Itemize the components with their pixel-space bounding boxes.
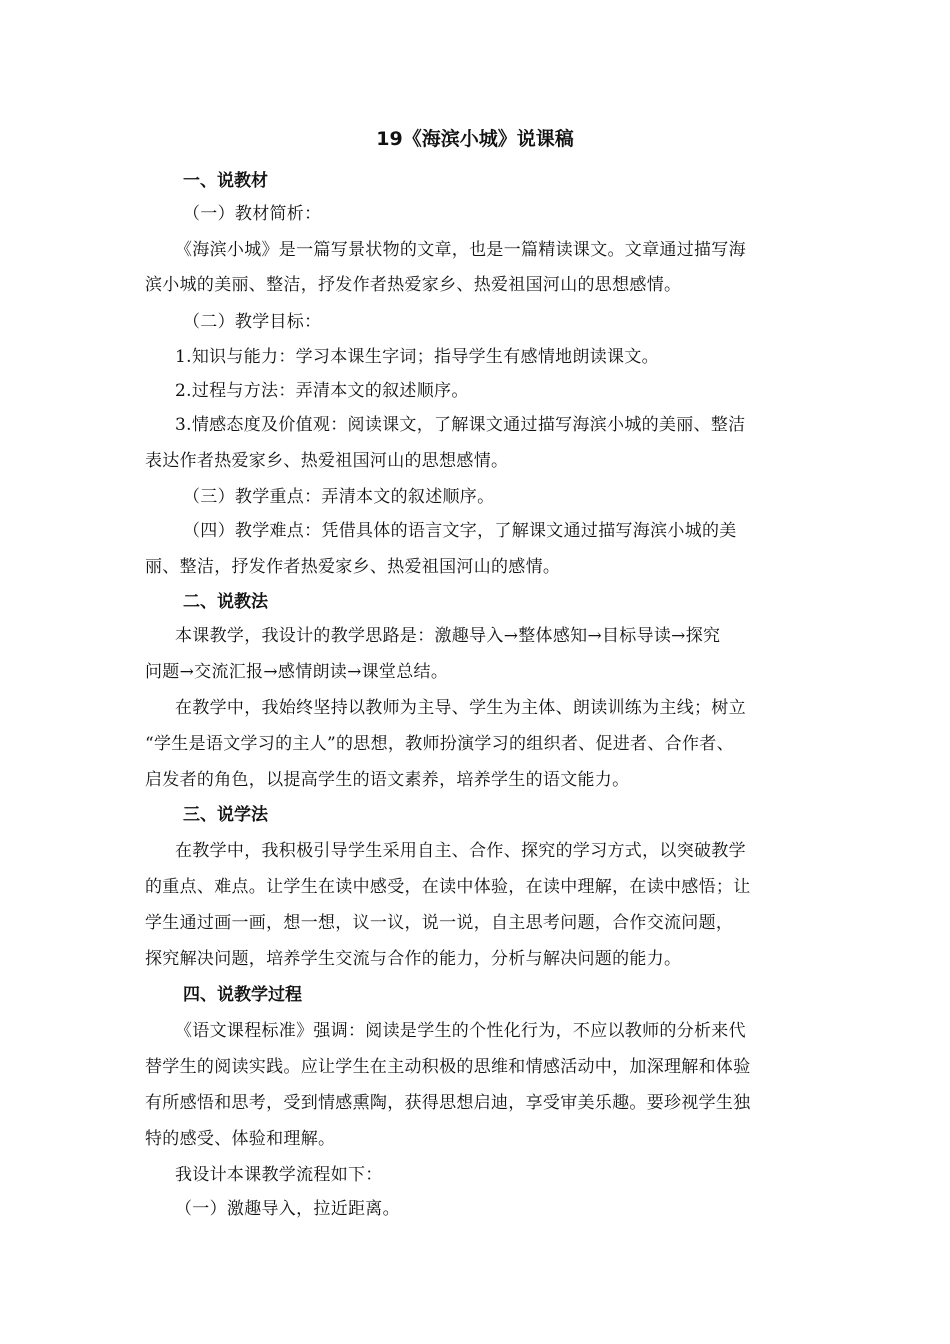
- paragraph-line: 在教学中，我积极引导学生采用自主、合作、探究的学习方式，以突破教学: [175, 841, 746, 861]
- paragraph-line: 本课教学，我设计的教学思路是：激趣导入→整体感知→目标导读→探究: [175, 626, 721, 646]
- subsection-label: （一）教材简析：: [183, 204, 322, 224]
- paragraph-line: 替学生的阅读实践。应让学生在主动积极的思维和情感活动中，加深理解和体验: [145, 1057, 751, 1077]
- paragraph-line: 特的感受、体验和理解。: [145, 1129, 336, 1149]
- paragraph-line: 滨小城的美丽、整洁，抒发作者热爱家乡、热爱祖国河山的思想感情。: [145, 275, 682, 295]
- paragraph-line: 有所感悟和思考，受到情感熏陶，获得思想启迪，享受审美乐趣。要珍视学生独: [145, 1093, 751, 1113]
- document-title: 19《海滨小城》说课稿: [376, 128, 574, 150]
- subsection-label: （二）教学目标：: [183, 312, 322, 332]
- paragraph-line: 在教学中，我始终坚持以教师为主导、学生为主体、朗读训练为主线；树立: [175, 698, 746, 718]
- paragraph-line: 探究解决问题，培养学生交流与合作的能力，分析与解决问题的能力。: [145, 949, 682, 969]
- paragraph-line: 表达作者热爱家乡、热爱祖国河山的思想感情。: [145, 451, 509, 471]
- paragraph-line: 我设计本课教学流程如下：: [175, 1165, 383, 1185]
- paragraph-line: 问题→交流汇报→感情朗读→课堂总结。: [145, 662, 449, 682]
- paragraph-line: 《语文课程标准》强调：阅读是学生的个性化行为，不应以教师的分析来代: [175, 1021, 746, 1041]
- section-heading-2: 二、说教法: [183, 592, 268, 612]
- goal-item: 3.情感态度及价值观：阅读课文，了解课文通过描写海滨小城的美丽、整洁: [175, 415, 746, 435]
- section-heading-1: 一、说教材: [183, 171, 268, 191]
- goal-item: 2.过程与方法：弄清本文的叙述顺序。: [175, 381, 469, 401]
- paragraph-line: “学生是语文学习的主人”的思想，教师扮演学习的组织者、促进者、合作者、: [145, 734, 734, 754]
- subsection-line: （三）教学重点：弄清本文的叙述顺序。: [183, 487, 495, 507]
- paragraph-line: 启发者的角色，以提高学生的语文素养，培养学生的语文能力。: [145, 770, 630, 790]
- paragraph-line: 学生通过画一画，想一想，议一议，说一说，自主思考问题，合作交流问题，: [145, 913, 734, 933]
- subsection-line: （四）教学难点：凭借具体的语言文字，了解课文通过描写海滨小城的美: [183, 521, 737, 541]
- paragraph-line: 《海滨小城》是一篇写景状物的文章，也是一篇精读课文。文章通过描写海: [175, 240, 746, 260]
- goal-item: 1.知识与能力：学习本课生字词；指导学生有感情地朗读课文。: [175, 347, 659, 367]
- paragraph-line: 的重点、难点。让学生在读中感受，在读中体验，在读中理解，在读中感悟；让: [145, 877, 751, 897]
- section-heading-4: 四、说教学过程: [183, 985, 302, 1005]
- section-heading-3: 三、说学法: [183, 805, 268, 825]
- paragraph-line: 丽、整洁，抒发作者热爱家乡、热爱祖国河山的感情。: [145, 557, 561, 577]
- subsection-line: （一）激趣导入，拉近距离。: [175, 1199, 400, 1219]
